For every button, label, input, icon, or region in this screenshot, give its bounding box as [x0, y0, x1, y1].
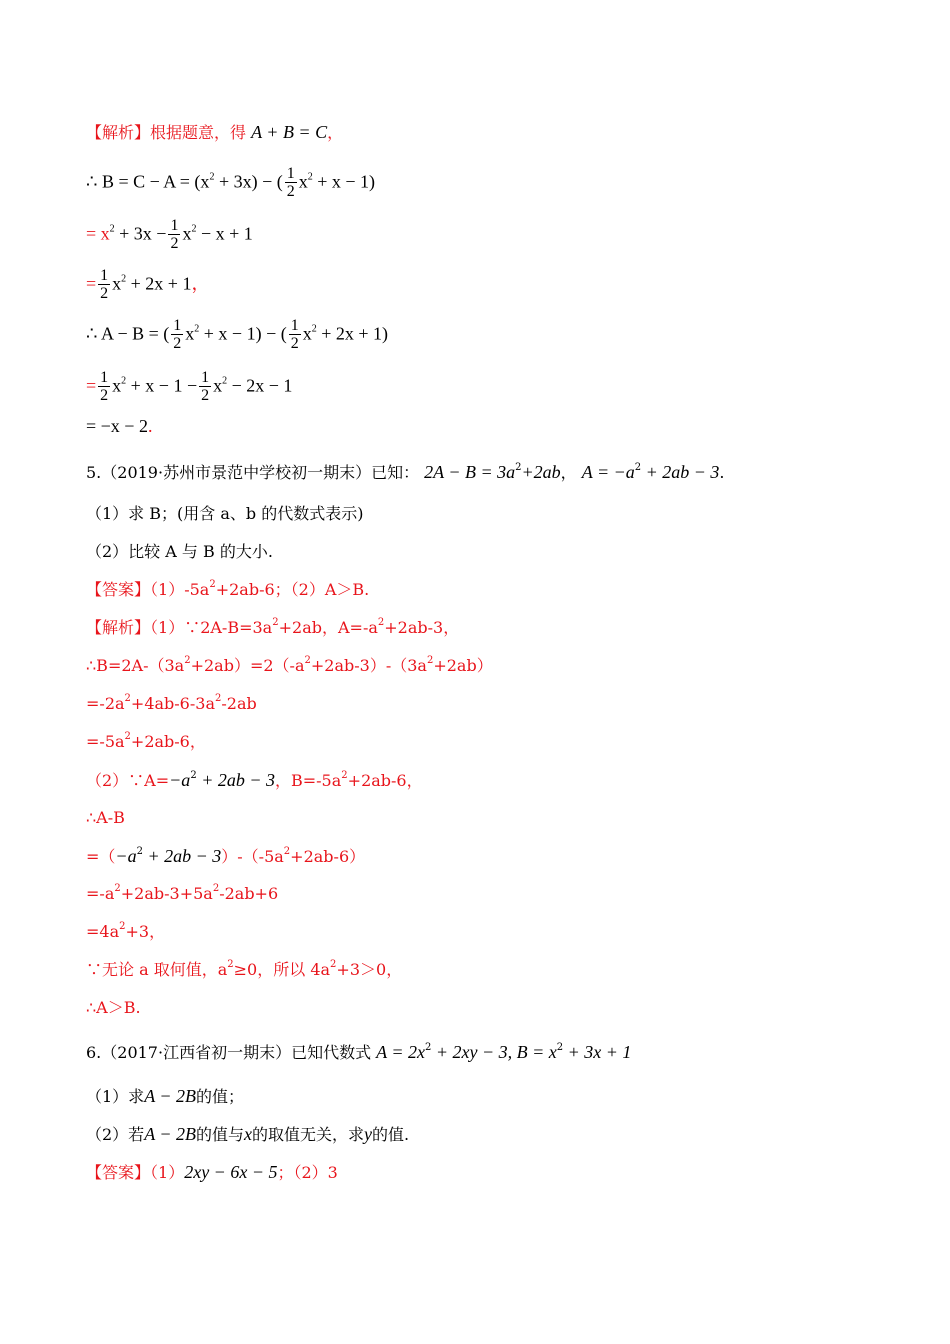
q5-analysis-7: $=(-a^2 + 2ab - 3)-(-5a^2+2ab-6)$ — [86, 846, 366, 866]
fraction: $\frac{1}{2}$ — [201, 369, 210, 404]
equation: A + B = C — [251, 122, 328, 142]
q6-stem: 6.（2017·江西省初一期末）已知代数式 $A = 2x^2 + 2xy - 3$, $B = x^2 + 3x + 1$ — [86, 1042, 632, 1062]
fraction: $\frac{1}{2}$ — [286, 165, 295, 200]
q5-analysis-3: $=-2a^2+4ab-6-3a^2-2ab$ — [86, 693, 257, 713]
q5-analysis-1: 【解析】$(1)\because 2A-B=3a^2+2ab$，$A=-a^2+2ab-3$， — [86, 617, 460, 637]
answer-tag: 【答案】 — [86, 580, 151, 599]
q5-analysis-2: $\therefore B=2A-(3a^2+2ab)=2(-a^2+2ab-3)-(3a^2+2ab)$ — [86, 655, 493, 675]
fraction: $\frac{1}{2}$ — [100, 369, 109, 404]
answer-tag: 【答案】 — [86, 1163, 151, 1182]
q4-line7: = −x − 2. — [86, 416, 153, 436]
q4-line3: = $x^2 + 3x$ − $\frac{1}{2}$ $x^2 - x + 1$ — [86, 217, 253, 252]
q5-analysis-6: ∴A-B — [86, 808, 125, 827]
q5-analysis-4: $=-5a^2+2ab-6$， — [86, 731, 206, 751]
q4-line4: = $\frac{1}{2}$ $x^2 + 2x + 1$， — [86, 267, 210, 302]
q4-line5: ∴ A − B = ( $\frac{1}{2}$ $x^2 + x - 1$) − ( $\frac{1}{2}$ $x^2 + 2x + 1$) — [86, 317, 389, 352]
q6-answer: 【答案】（1）2xy − 6x − 5；（2）3 — [86, 1162, 338, 1182]
q5-answer: 【答案】$(1)-5a^2+2ab-6$；（2）A＞B. — [86, 579, 370, 599]
q5-analysis-8: $=-a^2+2ab-3+5a^2-2ab+6$ — [86, 883, 279, 903]
analysis-tag: 【解析】 — [86, 618, 151, 637]
q4-line2: ∴ $B = C - A = (x^2 + 3x)$ − ( $\frac{1}{2}$ $x^2 + x - 1$) — [86, 165, 376, 200]
q4-analysis-line1: 【解析】根据题意，得 A + B = C， — [86, 122, 344, 142]
q6-part1: （1）求A − 2B的值； — [86, 1086, 245, 1106]
fraction: $\frac{1}{2}$ — [290, 317, 299, 352]
q5-part1: （1）求 B；(用含 a、b 的代数式表示) — [86, 504, 364, 523]
fraction: $\frac{1}{2}$ — [170, 217, 179, 252]
analysis-tag: 【解析】 — [86, 123, 151, 142]
q4-line6: = $\frac{1}{2}$ $x^2 + x - 1$ − $\frac{1}{2}$ $x^2 - 2x - 1$ — [86, 369, 293, 404]
q5-analysis-10: ∵无论 a 取何值，$a^2\ge 0$，所以 $4a^2+3>0$， — [86, 959, 403, 979]
q5-analysis-11: ∴A＞B. — [86, 998, 141, 1017]
q5-part2: （2）比较 A 与 B 的大小. — [86, 542, 273, 561]
q5-analysis-9: $=4a^2+3$， — [86, 921, 166, 941]
fraction: $\frac{1}{2}$ — [173, 317, 182, 352]
fraction: $\frac{1}{2}$ — [100, 267, 109, 302]
q6-part2: （2）若A − 2B的值与x的取值无关，求y的值. — [86, 1124, 410, 1144]
q5-stem: 5.（2019·苏州市景范中学校初一期末）已知： $2A - B = 3a^2+2ab$， $A = -a^2 + 2ab - 3$. — [86, 462, 725, 482]
q5-analysis-5: $(2)\because A=-a^2 + 2ab - 3$，$B=-5a^2+2ab-6$， — [86, 770, 423, 790]
